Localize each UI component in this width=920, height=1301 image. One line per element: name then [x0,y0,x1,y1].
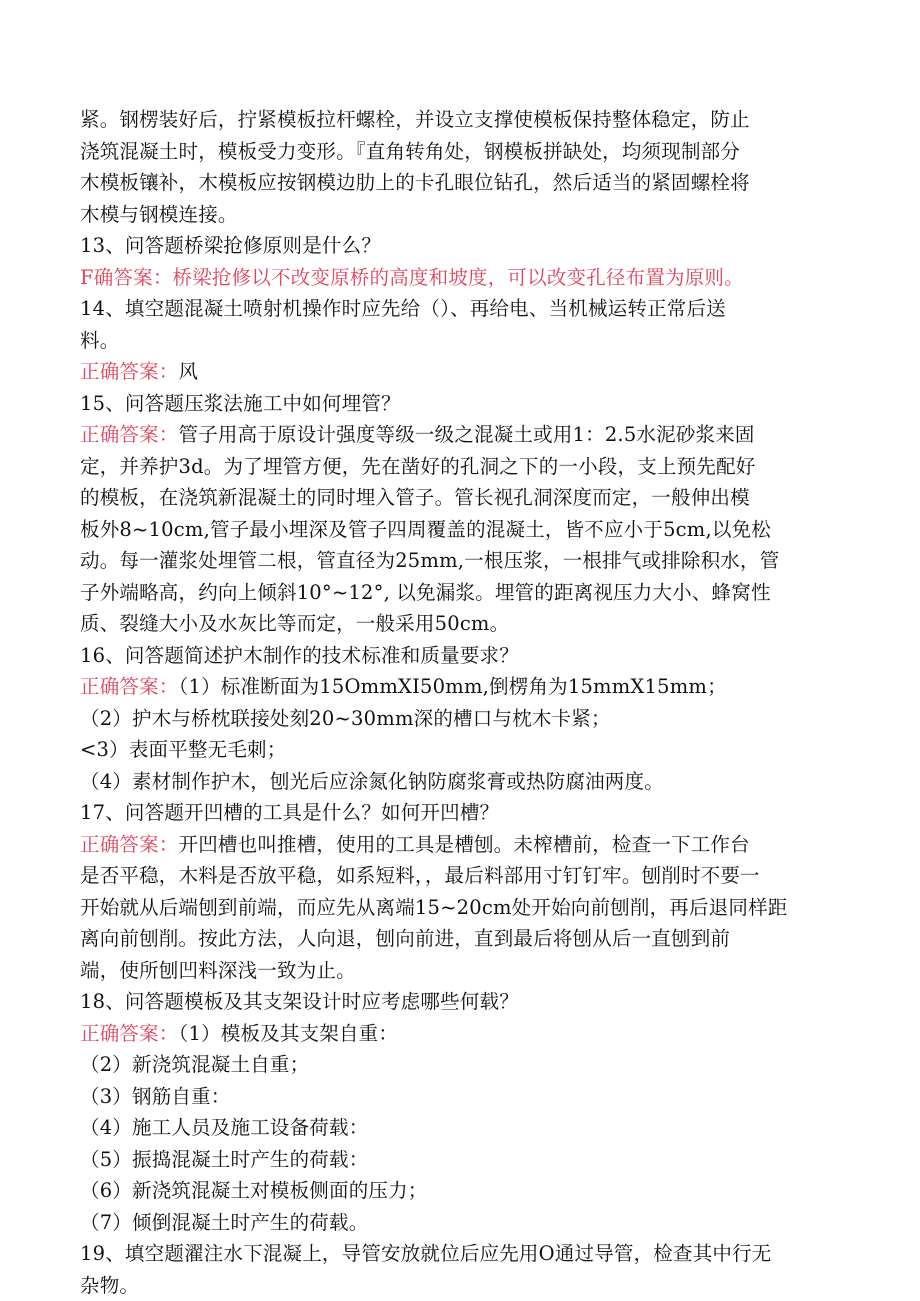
answer-17-line: 是否平稳，木料是否放平稳，如系短料，，最后料部用寸钉钉牢。刨削时不要一 [80,864,760,887]
answer-18-first [80,1018,840,1050]
answer-text: （1）模板及其支架自重： [178,1021,399,1045]
answer-18-line: （5）振捣混凝土时产生的荷载： [80,1147,369,1171]
intro-line: 浇筑混凝土时，模板受力变形。『直角转角处，钢模板拼缺处，均须现制部分 [80,139,741,163]
answer-18-line: （3）钢筋自重： [80,1084,231,1108]
answer-18-line: （7）倾倒混凝土时产生的荷载。 [80,1210,369,1234]
answer-16-line: （4）素材制作护木，刨光后应涂氮化钠防腐浆膏或热防腐油两度。 [80,769,664,793]
answer-label: 正确答案： [80,675,179,698]
answer-17-line: 端，使所刨凹料深浅一致为止。 [80,958,356,982]
answer-text: 风 [178,360,199,383]
answer-17-line: 离向前刨削。按此方法，人向退，刨向前进，直到最后将刨从后一直刨到前 [80,927,731,950]
answer-14 [80,356,840,388]
question-15: 15、问答题压浆法施工中如何埋管？ [80,391,401,415]
answer-label: F确答案： [80,265,173,289]
answer-label: 正确答案： [80,1021,179,1045]
question-14-line: 14、填空题混凝土喷射机操作时应先给（）、再给电、当机械运转正常后送 [80,297,726,320]
intro-line: 木模板镶补，木模板应按钢模边肋上的卡孔眼位钻孔，然后适当的紧固螺栓将 [80,171,750,194]
answer-18-line: （4）施工人员及施工设备荷载： [80,1116,369,1139]
answer-16-first [80,671,840,703]
answer-18-line: （2）新浇筑混凝土自重； [80,1053,310,1076]
answer-17-first [80,829,840,861]
answer-text: 桥梁抢修以不改变原桥的高度和坡度，可以改变孔径布置为原则。 [172,265,744,289]
intro-line: 紧。钢楞装好后，拧紧模板拉杆螺栓，并设立支撑使模板保持整体稳定，防止 [80,108,750,131]
answer-16-line: <3）表面平整无毛刺； [80,738,287,761]
answer-text: 开凹槽也叫推槽，使用的工具是槽刨。未榨槽前，检查一下工作台 [178,832,750,856]
answer-15-first [80,419,840,451]
answer-text: （1）标准断面为15OmmXI50mm,倒楞角为15mmX15mm； [178,675,727,698]
answer-15-line: 定，并养护3d。为了埋管方便，先在凿好的孔洞之下的一小段，支上预先配好 [80,454,756,478]
answer-18-line: （6）新浇筑混凝土对模板侧面的压力； [80,1179,428,1202]
answer-label: 正确答案： [80,423,179,446]
document-page [80,104,840,1301]
answer-15-line: 质、裂缝大小及水灰比等而定，一般采用50cm。 [80,612,510,635]
question-19-line: 19、填空题濯注水下混凝上，导管安放就位后应先用O通过导管，检查其中行无 [80,1242,772,1265]
answer-15-line: 板外8~10cm,管子最小埋深及管子四周覆盖的混凝土，皆不应小于5cm,以免松 [80,517,771,541]
question-18: 18、问答题模板及其支架设计时应考虑哪些何载？ [80,990,519,1013]
answer-16-line: （2）护木与桥枕联接处刻20~30mm深的槽口与枕木卡紧； [80,706,611,730]
question-17: 17、问答题开凹槽的工具是什么？如何开凹槽？ [80,801,500,824]
question-19-line: 杂物。 [80,1273,140,1297]
answer-15-line: 动。每一灌浆处埋管二根，管直径为25mm,一根压浆，一根排气或排除积水，管 [80,549,780,572]
answer-label: 正确答案： [80,360,179,383]
question-13: 13、问答题桥梁抢修原则是什么？ [80,234,382,257]
answer-label: 正确答案： [80,832,179,856]
answer-15-line: 的模板，在浇筑新混凝土的同时埋入管子。管长视孔洞深度而定，一般伸出模 [80,486,750,509]
answer-text: 管子用高于原设计强度等级一级之混凝土或用1：2.5水泥砂浆来固 [178,423,755,446]
intro-line: 木模与钢模连接。 [80,202,238,226]
answer-13 [80,262,840,294]
question-14-line: 料。 [80,328,120,352]
answer-15-line: 子外端略高，约向上倾斜10°~12°, 以免漏浆。埋管的距离视压力大小、蜂窝性 [80,580,771,604]
question-16: 16、问答题简述护木制作的技术标准和质量要求？ [80,643,519,667]
answer-17-line: 开始就从后端刨到前端，而应先从离端15~20cm处开始向前刨削，再后退同样距 [80,895,788,919]
